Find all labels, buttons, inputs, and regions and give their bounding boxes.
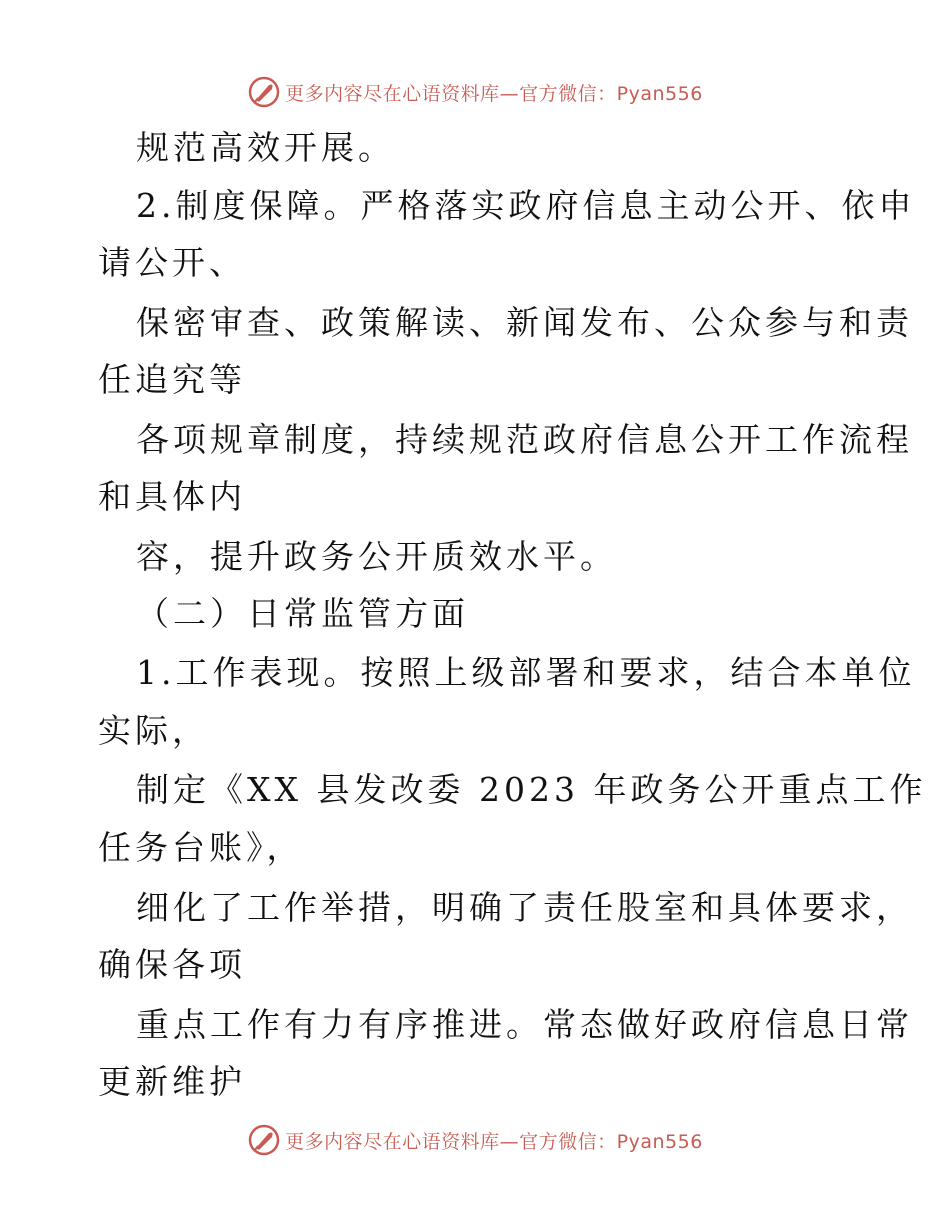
body-line: 任务台账》， [98,828,304,867]
body-line: 细化了工作举措，明确了责任股室和具体要求， [136,888,913,927]
body-line: 保密审查、政策解读、新闻发布、公众参与和责 [136,303,913,342]
body-line: 实际， [98,711,209,750]
body-line: 重点工作有力有序推进。常态做好政府信息日常 [136,1005,913,1044]
body-line: 更新维护 [98,1062,246,1101]
body-line: 1.工作表现。按照上级部署和要求，结合本单位 [136,653,916,692]
header-watermark [0,72,950,112]
body-line: 任追究等 [98,360,246,399]
body-line: 制定《XX 县发改委 2023 年政务公开重点工作 [136,770,927,809]
watermark-text: 更多内容尽在心语资料库—官方微信：Pyan556 [285,1130,703,1153]
body-line: 各项规章制度，持续规范政府信息公开工作流程 [136,420,913,459]
feather-pen-logo-icon [247,75,281,109]
watermark-text: 更多内容尽在心语资料库—官方微信：Pyan556 [285,82,703,105]
body-line: 规范高效开展。 [136,128,395,167]
feather-pen-logo-icon [247,1123,281,1157]
body-line: 2.制度保障。严格落实政府信息主动公开、依申 [136,186,916,225]
body-line: 容，提升政务公开质效水平。 [136,537,617,576]
body-line: 和具体内 [98,477,246,516]
footer-watermark [0,1120,950,1160]
body-line: 请公开、 [98,243,246,282]
body-line: 确保各项 [98,945,246,984]
section-heading: （二）日常监管方面 [136,594,469,633]
